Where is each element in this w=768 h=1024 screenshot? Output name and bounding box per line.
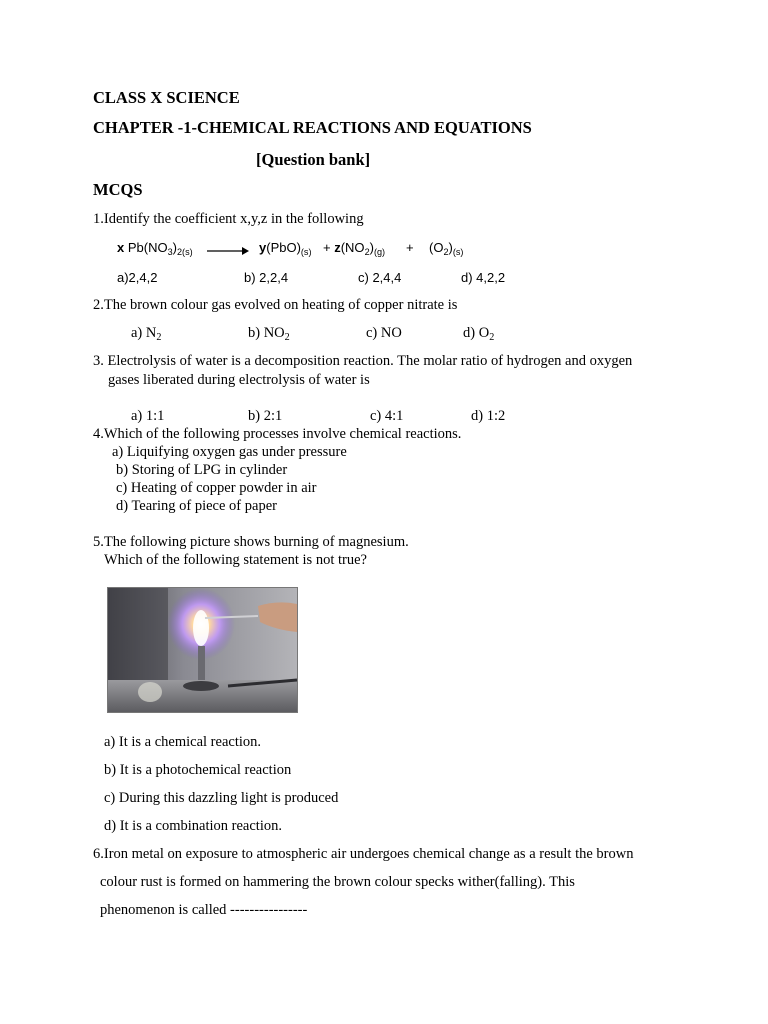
question-1-option-d: d) 4,2,2 — [461, 270, 506, 285]
question-4-option-c: c) Heating of copper powder in air — [116, 480, 317, 496]
question-6-line-1: 6.Iron metal on exposure to atmospheric air undergoes chemical change as a result the brown — [93, 846, 634, 862]
question-5-line-2: Which of the following statement is not true? — [104, 552, 367, 568]
question-6-line-2: colour rust is formed on hammering the brown colour specks wither(falling). This — [100, 874, 575, 890]
question-1-option-a: a)2,4,2 — [117, 270, 158, 285]
question-6-line-3: phenomenon is called ---------------- — [100, 902, 308, 918]
question-4-option-a: a) Liquifying oxygen gas under pressure — [112, 444, 347, 460]
equation-plus: + — [406, 240, 414, 255]
section-heading: MCQS — [93, 180, 143, 199]
equation-reactant: x $Pb(NO_3)_{2(s)}$ — [117, 240, 193, 257]
question-5-option-c: c) During this dazzling light is produced — [104, 790, 339, 806]
question-1-option-b: b) 2,2,4 — [244, 270, 289, 285]
equation-product-no2: + $z(NO_2)_{(g)}$ — [323, 240, 386, 257]
question-1-option-c: c) 2,4,4 — [358, 270, 402, 285]
question-5-option-d: d) It is a combination reaction. — [104, 818, 282, 834]
question-3-option-c: c) 4:1 — [370, 408, 404, 424]
question-3-option-a: a) 1:1 — [131, 408, 165, 424]
question-4-option-d: d) Tearing of piece of paper — [116, 498, 277, 514]
question-5-option-b: b) It is a photochemical reaction — [104, 762, 292, 778]
question-2-option-c: c) NO — [366, 325, 402, 341]
question-5-option-a: a) It is a chemical reaction. — [104, 734, 262, 750]
question-4-text: 4.Which of the following processes involve chemical reactions. — [93, 426, 462, 442]
question-3-line-1: 3. Electrolysis of water is a decomposition reaction. The molar ratio of hydrogen and oxygen — [93, 353, 633, 369]
chapter-title: CHAPTER -1-CHEMICAL REACTIONS AND EQUATIONS — [93, 118, 532, 137]
question-2-option-b: b) $NO_2$ — [248, 325, 290, 343]
question-3-option-b: b) 2:1 — [248, 408, 283, 424]
equation-product-pbo: $y(PbO)_{(s)}$ — [259, 240, 312, 257]
class-title: CLASS X SCIENCE — [93, 88, 240, 107]
reaction-arrow-icon — [206, 245, 250, 257]
question-4-option-b: b) Storing of LPG in cylinder — [116, 462, 288, 478]
question-2-text: 2.The brown colour gas evolved on heating of copper nitrate is — [93, 297, 458, 313]
question-5-line-1: 5.The following picture shows burning of magnesium. — [93, 534, 409, 550]
subtitle: [Question bank] — [256, 150, 371, 169]
question-2-option-d: d) $O_2$ — [463, 325, 495, 343]
question-2-option-a: a) $N_2$ — [131, 325, 162, 343]
question-3-option-d: d) 1:2 — [471, 408, 506, 424]
question-1-text: 1.Identify the coefficient x,y,z in the following — [93, 211, 364, 227]
magnesium-burning-photo — [107, 587, 298, 713]
question-3-line-2: gases liberated during electrolysis of water is — [108, 372, 370, 388]
equation-product-o2: $(O_2)_{(s)}$ — [429, 240, 464, 257]
burning-magnesium-illustration — [108, 588, 297, 712]
